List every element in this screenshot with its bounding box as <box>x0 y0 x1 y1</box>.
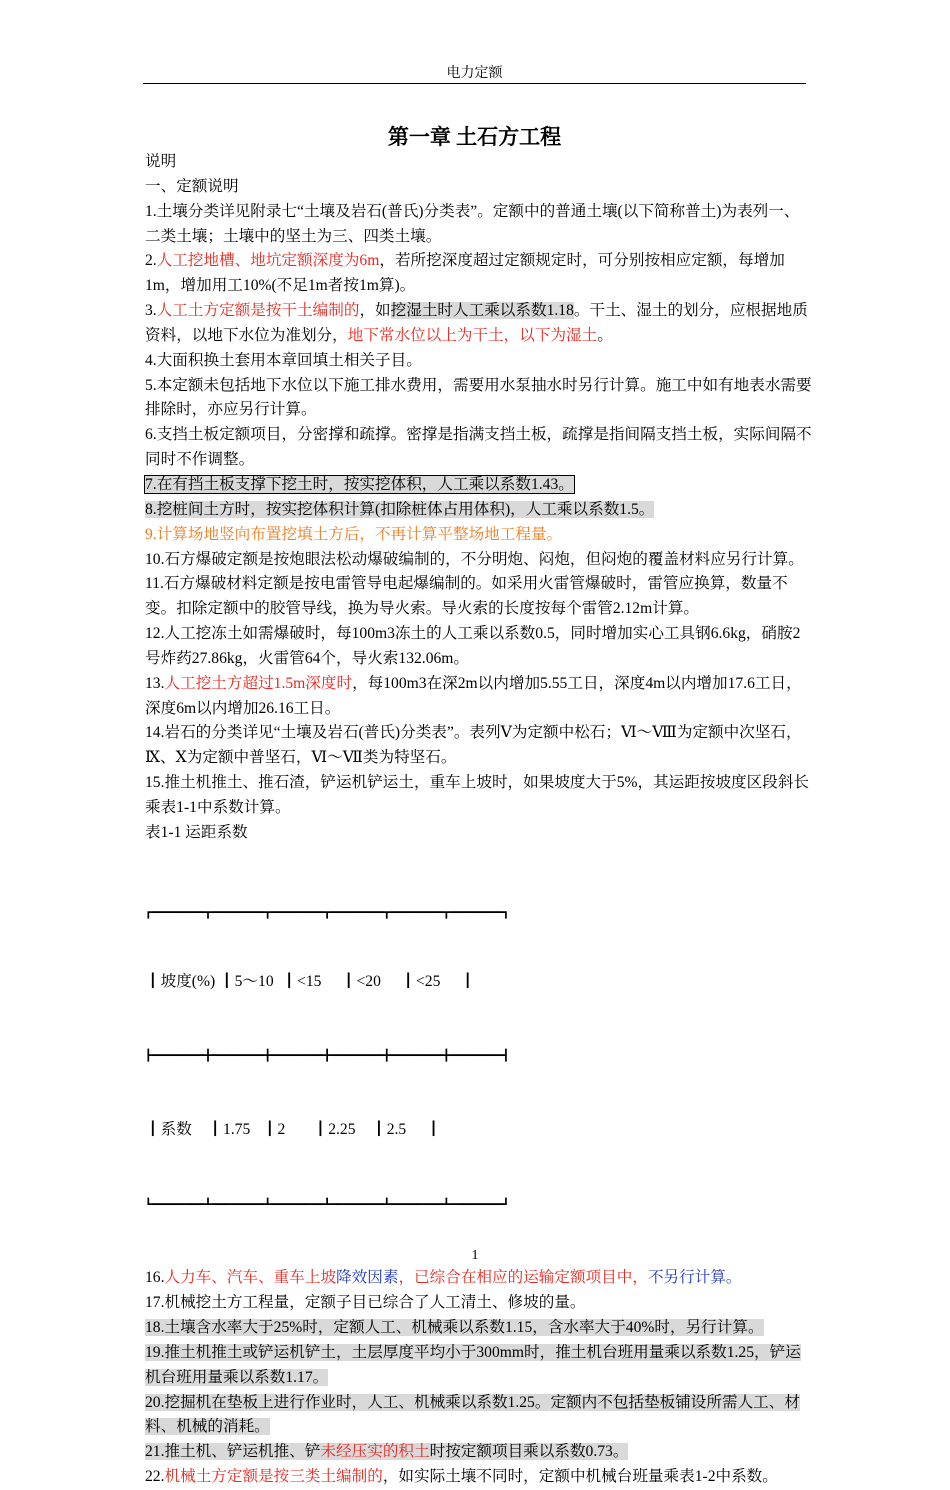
p3-text-2: 。干土、湿土的划分，应根据地质资料，以地下水位为准划分， <box>145 302 808 344</box>
paragraph-22 <box>145 1465 813 1490</box>
paragraph-16 <box>145 1266 813 1291</box>
paragraph-15: 15.推土机推土、推石渣，铲运机铲运土，重车上坡时，如果坡度大于5%，其运距按坡度区段斜长乘表1-1中系数计算。 <box>145 774 810 816</box>
table-row-header: ┃坡度(%) ┃5～10 ┃<15 ┃<20 ┃<25 ┃ <box>145 972 476 990</box>
chapter-title: 第一章 土石方工程 <box>387 125 562 149</box>
table-caption: 表1-1 运距系数 <box>145 823 248 841</box>
p13-number: 13. <box>145 674 165 692</box>
p21-highlight <box>145 1443 628 1460</box>
p21-text: 21.推土机、铲运机推、铲 <box>145 1443 321 1461</box>
paragraph-5: 5.本定额未包括地下水位以下施工排水费用，需要用水泵抽水时另行计算。施工中如有地表水需要排除时，亦应另行计算。 <box>145 376 812 419</box>
paragraph-6: 6.支挡土板定额项目，分密撑和疏撑。密撑是指满支挡土板，疏撑是指间隔支挡土板，实际间隔不同时不作调整。 <box>145 426 812 469</box>
document-body <box>145 150 813 1490</box>
p16-blue-text-2: 不另行计算。 <box>647 1269 742 1287</box>
paragraph-4: 4.大面积换土套用本章回填土相关子目。 <box>145 351 422 369</box>
paragraph-20 <box>145 1391 813 1441</box>
paragraph-7 <box>145 473 813 498</box>
table-row-values: ┃系数 ┃1.75 ┃2 ┃2.25 ┃2.5 ┃ <box>145 1121 442 1139</box>
p22-number: 22. <box>145 1468 165 1486</box>
paragraph-17: 17.机械挖土方工程量，定额子目已综合了人工清土、修坡的量。 <box>145 1294 586 1312</box>
page-header: 电力定额 <box>446 66 503 81</box>
paragraph-11: 11.石方爆破材料定额是按电雷管导电起爆编制的。如采用火雷管爆破时，雷管应换算，数量不变。扣除定额中的胶管导线，换为导火索。导火索的长度按每个雷管2.12m计算。 <box>145 575 788 618</box>
p16-red-text: 人力车、汽车、重车上坡 <box>164 1269 337 1287</box>
header-rule <box>143 83 806 84</box>
p8-highlight: 8.挖桩间土方时，按实挖体积计算(扣除桩体占用体积)，人工乘以系数1.5。 <box>145 500 655 518</box>
p13-rest: ，每100m3在深2m以内增加5.55工日，深度4m以内增加17.6工日，深度6m以内增加26.16工日。 <box>145 674 802 717</box>
paragraph-9: 9.计算场地竖向布置挖填土方后，不再计算平整场地工程量。 <box>145 525 563 543</box>
table-top-border: ┏━━━━━━━━┳━━━━━━━━┳━━━━━━━━┳━━━━━━━━┳━━━━━━━━┳━━━━━━━━┓ <box>145 906 510 920</box>
p3-red-text: 人工土方定额是按干土编制的 <box>156 302 360 320</box>
p22-rest: ，如实际土壤不同时，定额中机械台班量乘表1-2中系数。 <box>382 1468 778 1486</box>
p2-number: 2. <box>145 252 157 270</box>
paragraph-8 <box>145 498 813 523</box>
p18-highlight: 18.土壤含水率大于25%时，定额人工、机械乘以系数1.15，含水率大于40%时，另行计算。 <box>145 1318 764 1336</box>
p21-red-text: 未经压实的积土 <box>320 1443 430 1461</box>
p16-blue-text: 降效因素 <box>336 1269 399 1287</box>
p16-number: 16. <box>145 1269 165 1287</box>
paragraph-21 <box>145 1440 813 1465</box>
p7-highlight: 7.在有挡土板支撑下挖土时，按实挖体积，人工乘以系数1.43。 <box>145 475 574 493</box>
subsection-label: 一、定额说明 <box>145 177 239 195</box>
p21-rest: 时按定额项目乘以系数0.73。 <box>429 1443 629 1461</box>
paragraph-12: 12.人工挖冻土如需爆破时，每100m3冻土的人工乘以系数0.5，同时增加实心工具钢6.6kg，硝胺2号炸药27.86kg，火雷管64个，导火索132.06m。 <box>145 625 801 667</box>
p22-red-text: 机械土方定额是按三类土编制的 <box>164 1468 383 1486</box>
section-label: 说明 <box>145 153 177 170</box>
p3-red-text-2: 地下常水位以上为干土，以下为湿土 <box>347 326 598 344</box>
p13-red-text: 人工挖土方超过1.5m深度时 <box>164 674 353 692</box>
p19-highlight: 19.推土机推土或铲运机铲土，土层厚度平均小于300mm时，推土机台班用量乘以系数1.25，铲运机台班用量乘以系数1.17。 <box>145 1343 801 1386</box>
paragraph-2 <box>145 249 813 299</box>
paragraph-3 <box>145 299 813 349</box>
paragraph-1: 1.土壤分类详见附录七“土壤及岩石(普氏)分类表”。定额中的普通土壤(以下简称普土)为表列一、二类土壤；土壤中的坚土为三、四类土壤。 <box>145 202 800 245</box>
p3-number: 3. <box>145 302 157 320</box>
paragraph-10: 10.石方爆破定额是按炮眼法松动爆破编制的，不分明炮、闷炮，但闷炮的覆盖材料应另行计算。 <box>145 550 804 568</box>
table-bottom-border: ┗━━━━━━━━┻━━━━━━━━┻━━━━━━━━┻━━━━━━━━┻━━━━━━━━┻━━━━━━━━┛ <box>145 1197 510 1211</box>
paragraph-14: 14.岩石的分类详见“土壤及岩石(普氏)分类表”。表列Ⅴ为定额中松石；Ⅵ～Ⅷ为定额中次坚石，Ⅸ、Ⅹ为定额中普坚石，Ⅵ～Ⅶ类为特坚石。 <box>145 724 802 767</box>
p2-rest: ，若所挖深度超过定额规定时，可分别按相应定额，每增加1m，增加用工10%(不足1m者按1m算)。 <box>145 252 785 295</box>
p2-red-text: 人工挖地槽、地坑定额深度为6m <box>156 252 380 270</box>
p3-highlight: 挖湿土时人工乘以系数1.18 <box>390 302 574 320</box>
paragraph-13 <box>145 672 813 722</box>
p20-highlight: 20.挖掘机在垫板上进行作业时，人工、机械乘以系数1.25。定额内不包括垫板铺设所需人工、材料、机械的消耗。 <box>145 1393 800 1436</box>
p3-end: 。 <box>597 326 613 344</box>
p3-text: ，如 <box>359 302 391 320</box>
slope-factor-table <box>145 856 813 1266</box>
page-number: 1 <box>471 1248 479 1263</box>
paragraph-18 <box>145 1316 813 1341</box>
table-mid-border: ┣━━━━━━━━╋━━━━━━━━╋━━━━━━━━╋━━━━━━━━╋━━━━━━━━╋━━━━━━━━┫ <box>145 1049 510 1063</box>
p16-red-text-2: ，已综合在相应的运输定额项目中， <box>398 1269 648 1287</box>
paragraph-19 <box>145 1341 813 1391</box>
